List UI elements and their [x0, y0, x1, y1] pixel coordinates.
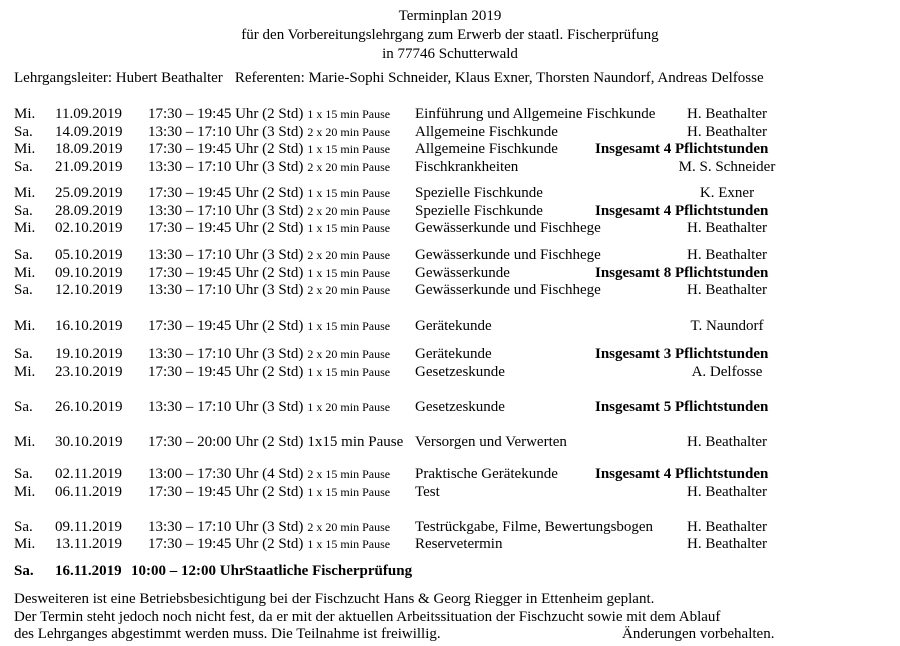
schedule-cell-day: Mi. — [14, 363, 36, 380]
schedule-row — [0, 106, 900, 124]
schedule-cell-time — [148, 185, 390, 203]
pause-info: 2 x 20 min Pause — [307, 283, 391, 297]
title-line-1: Terminplan 2019 — [398, 8, 502, 24]
exam-date: 16.11.2019 — [55, 562, 122, 579]
schedule-cell-topic: Gewässerkunde und Fischhege — [415, 247, 601, 263]
time-range: 17:30 – 19:45 Uhr (2 Std) — [148, 317, 304, 334]
schedule-cell-time — [148, 265, 390, 283]
schedule-cell-date: 14.09.2019 — [55, 123, 123, 140]
schedule-cell-day: Mi. — [14, 264, 36, 281]
pause-info: 2 x 20 min Pause — [307, 203, 391, 218]
pause-info: 2 x 15 min Pause — [307, 467, 391, 481]
schedule-cell-topic: Allgemeine Fischkunde — [415, 141, 558, 157]
schedule-cell-day: Sa. — [14, 346, 33, 362]
time-range: 17:30 – 19:45 Uhr (2 Std) — [148, 185, 304, 201]
footer-line-2: Der Termin steht jedoch noch nicht fest, da er mit der aktuellen Arbeitssituation der Fischzucht sowie mit dem Ablauf — [14, 608, 721, 625]
schedule-cell-topic: Praktische Gerätekunde — [415, 466, 558, 482]
schedule-cell-topic: Einführung und Allgemeine Fischkunde — [415, 106, 656, 122]
time-range: 17:30 – 19:45 Uhr (2 Std) — [148, 141, 304, 157]
schedule-cell-day: Sa. — [14, 518, 33, 535]
schedule-row — [0, 318, 900, 336]
pause-info: 2 x 20 min Pause — [307, 347, 391, 361]
schedule-cell-time — [148, 519, 390, 537]
schedule-cell-topic: Gerätekunde — [415, 317, 492, 334]
pause-info: 2 x 20 min Pause — [307, 159, 391, 174]
document-title-block — [0, 7, 900, 64]
footer-note — [0, 591, 900, 644]
pause-info: 1 x 15 min Pause — [307, 186, 391, 200]
schedule-row — [0, 282, 900, 300]
pause-info: 1 x 15 min Pause — [307, 318, 391, 333]
schedule-cell-instructor: H. Beathalter — [687, 282, 767, 298]
schedule-cell-topic: Gewässerkunde — [415, 264, 510, 281]
schedule-cell-day: Mi. — [14, 185, 36, 201]
schedule-cell-date: 12.10.2019 — [55, 282, 123, 298]
pause-info: 1 x 15 min Pause — [307, 221, 391, 235]
schedule-cell-topic: Testrückgabe, Filme, Bewertungsbogen — [415, 518, 654, 535]
schedule-cell-day: Sa. — [14, 158, 33, 175]
pause-info: 1x15 min Pause — [307, 433, 404, 450]
schedule-cell-topic: Allgemeine Fischkunde — [415, 123, 558, 140]
schedule-cell-date: 26.10.2019 — [55, 398, 123, 415]
schedule-cell-day: Sa. — [14, 247, 33, 263]
schedule-row — [0, 466, 900, 484]
schedule-cell-instructor: H. Beathalter — [687, 106, 767, 122]
pause-info: 1 x 15 min Pause — [307, 265, 391, 280]
time-range: 17:30 – 19:45 Uhr (2 Std) — [148, 264, 304, 281]
time-range: 17:30 – 19:45 Uhr (2 Std) — [148, 220, 304, 236]
schedule-cell-topic: Test — [415, 483, 440, 500]
schedule-cell-instructor: H. Beathalter — [687, 483, 767, 500]
schedule-cell-topic: Gewässerkunde und Fischhege — [415, 282, 601, 298]
schedule-row — [0, 346, 900, 364]
footer-changes-reserved: Änderungen vorbehalten. — [622, 626, 775, 642]
schedule-cell-instructor: H. Beathalter — [687, 220, 767, 236]
schedule-cell-time — [148, 318, 390, 336]
pause-info: 2 x 20 min Pause — [307, 248, 391, 262]
exam-day: Sa. — [14, 562, 34, 579]
schedule-cell-time — [148, 106, 390, 124]
schedule-cell-time — [148, 203, 390, 221]
schedule-row — [0, 536, 900, 554]
schedule-cell-date: 16.10.2019 — [55, 317, 123, 334]
schedule-cell-instructor: A. Delfosse — [691, 363, 763, 380]
schedule-cell-date: 02.10.2019 — [55, 220, 123, 236]
time-range: 13:30 – 17:10 Uhr (3 Std) — [148, 398, 304, 415]
schedule-cell-date: 19.10.2019 — [55, 346, 123, 362]
time-range: 17:30 – 19:45 Uhr (2 Std) — [148, 483, 304, 500]
schedule-cell-time — [148, 159, 390, 177]
schedule-cell-time — [148, 364, 390, 382]
schedule-cell-time — [148, 247, 390, 265]
schedule-cell-time — [148, 399, 390, 417]
footer-line-3: des Lehrganges abgestimmt werden muss. Die Teilnahme ist freiwillig. — [14, 626, 441, 642]
schedule-cell-topic: Spezielle Fischkunde — [415, 185, 543, 201]
schedule-row — [0, 265, 900, 283]
schedule-cell-topic: Gesetzeskunde — [415, 363, 505, 380]
schedule-cell-date: 06.11.2019 — [55, 483, 122, 500]
time-range: 17:30 – 19:45 Uhr (2 Std) — [148, 106, 304, 122]
time-range: 13:30 – 17:10 Uhr (3 Std) — [148, 518, 304, 535]
schedule-cell-instructor: H. Beathalter — [687, 123, 767, 140]
schedule-cell-mandatory-hours-note: Insgesamt 3 Pflichtstunden — [595, 346, 769, 362]
pause-info: 1 x 15 min Pause — [307, 484, 391, 499]
schedule-cell-instructor: H. Beathalter — [687, 518, 767, 535]
schedule-row — [0, 203, 900, 221]
schedule-cell-instructor: H. Beathalter — [687, 433, 767, 450]
schedule-cell-mandatory-hours-note: Insgesamt 8 Pflichtstunden — [595, 264, 769, 281]
schedule-cell-time — [148, 536, 390, 554]
course-leader: Lehrgangsleiter: Hubert Beathalter — [14, 70, 223, 86]
pause-info: 1 x 20 min Pause — [307, 399, 391, 414]
schedule-row — [0, 141, 900, 159]
schedule-cell-day: Sa. — [14, 282, 33, 298]
schedule-cell-instructor: H. Beathalter — [687, 536, 767, 552]
schedule-cell-time — [148, 124, 390, 142]
schedule-cell-date: 09.11.2019 — [55, 518, 122, 535]
schedule-cell-instructor: H. Beathalter — [687, 247, 767, 263]
schedule-row — [0, 519, 900, 537]
schedule-cell-date: 30.10.2019 — [55, 433, 123, 450]
schedule-cell-day: Mi. — [14, 141, 36, 157]
schedule-cell-topic: Versorgen und Verwerten — [415, 433, 567, 450]
schedule-row — [0, 185, 900, 203]
schedule-cell-time — [148, 220, 390, 238]
schedule-cell-date: 23.10.2019 — [55, 363, 123, 380]
time-range: 17:30 – 20:00 Uhr (2 Std) — [148, 433, 304, 450]
time-range: 13:30 – 17:10 Uhr (3 Std) — [148, 282, 304, 298]
schedule-cell-day: Sa. — [14, 202, 33, 219]
schedule-row — [0, 364, 900, 382]
schedule-cell-date: 25.09.2019 — [55, 185, 123, 201]
schedule-cell-topic: Gerätekunde — [415, 346, 492, 362]
time-range: 13:30 – 17:10 Uhr (3 Std) — [148, 202, 304, 219]
schedule-cell-date: 11.09.2019 — [55, 106, 122, 122]
pause-info: 1 x 15 min Pause — [307, 537, 391, 551]
pause-info: 1 x 15 min Pause — [307, 107, 391, 121]
schedule-cell-mandatory-hours-note: Insgesamt 4 Pflichtstunden — [595, 202, 769, 219]
schedule-row — [0, 220, 900, 238]
schedule-row — [0, 399, 900, 417]
schedule-cell-mandatory-hours-note: Insgesamt 4 Pflichtstunden — [595, 141, 769, 157]
schedule-cell-date: 05.10.2019 — [55, 247, 123, 263]
schedule-cell-day: Sa. — [14, 123, 33, 140]
schedule-cell-mandatory-hours-note: Insgesamt 4 Pflichtstunden — [595, 466, 769, 482]
schedule-cell-date: 21.09.2019 — [55, 158, 123, 175]
schedule-table — [0, 106, 900, 644]
schedule-cell-instructor: K. Exner — [699, 185, 755, 201]
schedule-cell-instructor: M. S. Schneider — [678, 158, 776, 175]
schedule-row — [0, 434, 900, 452]
schedule-cell-time — [148, 434, 403, 452]
schedule-cell-day: Mi. — [14, 483, 36, 500]
schedule-rows — [0, 106, 900, 554]
schedule-row — [0, 124, 900, 142]
title-line-3: in 77746 Schutterwald — [382, 46, 518, 62]
title-line-2: für den Vorbereitungslehrgang zum Erwerb der staatl. Fischerprüfung — [241, 27, 659, 43]
schedule-row — [0, 159, 900, 177]
course-referents: Referenten: Marie-Sophi Schneider, Klaus Exner, Thorsten Naundorf, Andreas Delfosse — [234, 70, 764, 86]
schedule-cell-topic: Fischkrankheiten — [415, 158, 519, 175]
exam-topic: Staatliche Fischerprüfung — [245, 562, 413, 579]
exam-time: 10:00 – 12:00 Uhr — [131, 562, 246, 579]
time-range: 13:30 – 17:10 Uhr (3 Std) — [148, 158, 304, 175]
pause-info: 1 x 15 min Pause — [307, 142, 391, 156]
schedule-row — [0, 247, 900, 265]
schedule-cell-time — [148, 141, 390, 159]
exam-row — [0, 563, 900, 581]
schedule-cell-time — [148, 466, 390, 484]
time-range: 13:30 – 17:10 Uhr (3 Std) — [148, 123, 304, 140]
schedule-cell-topic: Gesetzeskunde — [415, 398, 505, 415]
schedule-cell-day: Mi. — [14, 317, 36, 334]
schedule-cell-date: 18.09.2019 — [55, 141, 123, 157]
pause-info: 1 x 15 min Pause — [307, 364, 391, 379]
schedule-cell-topic: Spezielle Fischkunde — [415, 202, 543, 219]
schedule-cell-time — [148, 346, 390, 364]
schedule-row — [0, 484, 900, 502]
schedule-cell-day: Sa. — [14, 466, 33, 482]
course-staff-line — [14, 70, 764, 87]
footer-line-1: Desweiteren ist eine Betriebsbesichtigung bei der Fischzucht Hans & Georg Riegger in Ettenheim geplant. — [14, 591, 655, 607]
pause-info: 2 x 20 min Pause — [307, 519, 391, 534]
time-range: 13:00 – 17:30 Uhr (4 Std) — [148, 466, 304, 482]
schedule-cell-date: 13.11.2019 — [55, 536, 122, 552]
schedule-cell-date: 28.09.2019 — [55, 202, 123, 219]
schedule-cell-date: 09.10.2019 — [55, 264, 123, 281]
schedule-cell-day: Mi. — [14, 536, 36, 552]
time-range: 13:30 – 17:10 Uhr (3 Std) — [148, 346, 304, 362]
schedule-cell-topic: Gewässerkunde und Fischhege — [415, 220, 601, 236]
schedule-cell-mandatory-hours-note: Insgesamt 5 Pflichtstunden — [595, 398, 769, 415]
pause-info: 2 x 20 min Pause — [307, 124, 391, 139]
time-range: 17:30 – 19:45 Uhr (2 Std) — [148, 363, 304, 380]
schedule-cell-time — [148, 484, 390, 502]
schedule-cell-day: Mi. — [14, 433, 36, 450]
schedule-cell-day: Mi. — [14, 220, 36, 236]
schedule-cell-date: 02.11.2019 — [55, 466, 122, 482]
schedule-cell-day: Sa. — [14, 398, 33, 415]
time-range: 13:30 – 17:10 Uhr (3 Std) — [148, 247, 304, 263]
schedule-cell-instructor: T. Naundorf — [690, 317, 764, 334]
time-range: 17:30 – 19:45 Uhr (2 Std) — [148, 536, 304, 552]
schedule-cell-topic: Reservetermin — [415, 536, 503, 552]
schedule-cell-day: Mi. — [14, 106, 36, 122]
schedule-cell-time — [148, 282, 390, 300]
